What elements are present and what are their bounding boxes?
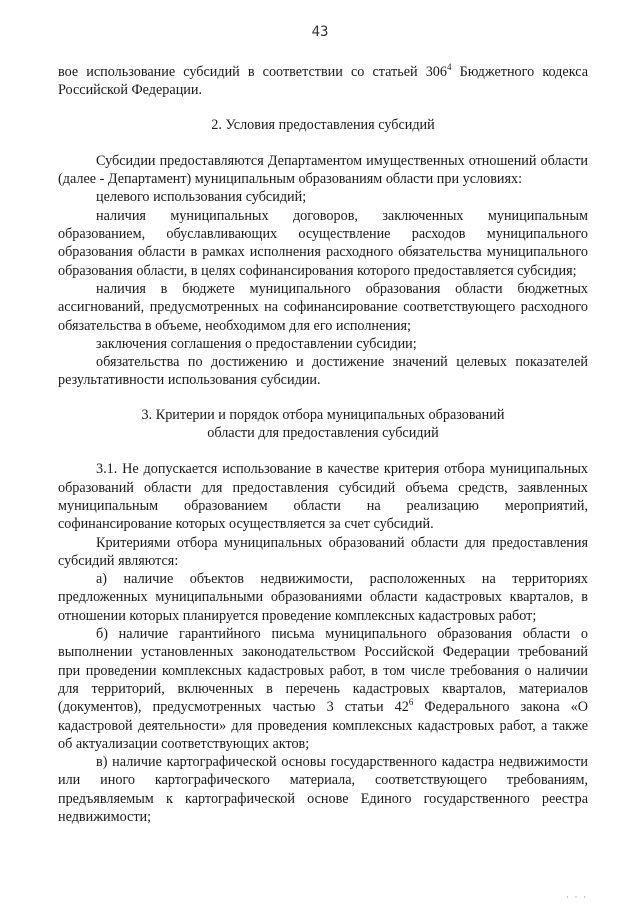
paragraph: обязательства по достижению и достижение значений целевых показателей результативности использования субсидии.: [58, 354, 588, 389]
criteria-item-b: [58, 625, 588, 753]
intro-paragraph: [58, 63, 588, 100]
section-3-heading-line: 3. Критерии и порядок отбора муниципальных образований: [141, 406, 505, 423]
document-body: [58, 63, 588, 826]
scan-mark: · · ·: [566, 893, 588, 902]
criteria-item-b-text: б) наличие гарантийного письма муниципального образования области о выполнении установленных законодательством Российской Федерации требований при проведении комплексных кадастровых работ, в том числе требования о наличии для территорий, включенных в перечень кадастровых кварталов, материалов (документов), предусмотренных частью 3 статьи 42: [58, 626, 588, 716]
paragraph: заключения соглашения о предоставлении субсидии;: [96, 335, 417, 352]
intro-text: вое использование субсидий в соответствии со статьей 306: [58, 64, 447, 80]
intro-text-end: Бюджетного кодекса Российской Федерации.: [58, 64, 588, 99]
section-3-heading-line: области для предоставления субсидий: [207, 425, 439, 442]
criteria-item-a: а) наличие объектов недвижимости, расположенных на территориях предложенных муниципальными образованиями области кадастровых кварталов, в отношении которых планируется проведение комплексных кадастровых работ;: [58, 571, 588, 624]
criteria-item-b-text-end: Федерального закона «О кадастровой деятельности» для проведения комплексных кадастровых работ, а также об актуализации соответствующих актов;: [58, 699, 589, 752]
section-3-heading: [58, 406, 588, 443]
section-2-body: [58, 152, 588, 390]
page-number: 43: [311, 24, 329, 40]
paragraph: 3.1. Не допускается использование в качестве критерия отбора муниципальных образований области для предоставления субсидий объема средств, заявленных муниципальным образованием области на реализацию мероприятий, софинансирование которых осуществляется за счет субсидий.: [58, 461, 588, 533]
paragraph: Субсидии предоставляются Департаментом имущественных отношений области (далее - Департамент) муниципальным образованиям области при условиях:: [58, 152, 588, 188]
criteria-item-v: в) наличие картографической основы государственного кадастра недвижимости или иного картографического материала, соответствующего требованиям, предъявляемым к картографической основе Единого государственного реестра недвижимости;: [58, 754, 588, 825]
section-3-body: [58, 460, 588, 826]
superscript: 6: [408, 697, 414, 708]
paragraph: Критериями отбора муниципальных образований области для предоставления субсидий являются:: [58, 534, 588, 569]
paragraph: целевого использования субсидий;: [96, 189, 307, 206]
section-2-heading: 2. Условия предоставления субсидий: [211, 116, 435, 133]
paragraph: наличия в бюджете муниципального образования области бюджетных ассигнований, предусмотренных на софинансирование соответствующего расходного обязательства в объеме, необходимом для его исполнения;: [58, 280, 588, 334]
superscript: 4: [447, 62, 452, 72]
paragraph: наличия муниципальных договоров, заключенных муниципальным образованием, обуславливающих осуществление расходов муниципального образования области в рамках исполнения расходного обязательства муниципального образования области, в целях софинансирования которого предоставляется субсидия;: [58, 207, 588, 279]
